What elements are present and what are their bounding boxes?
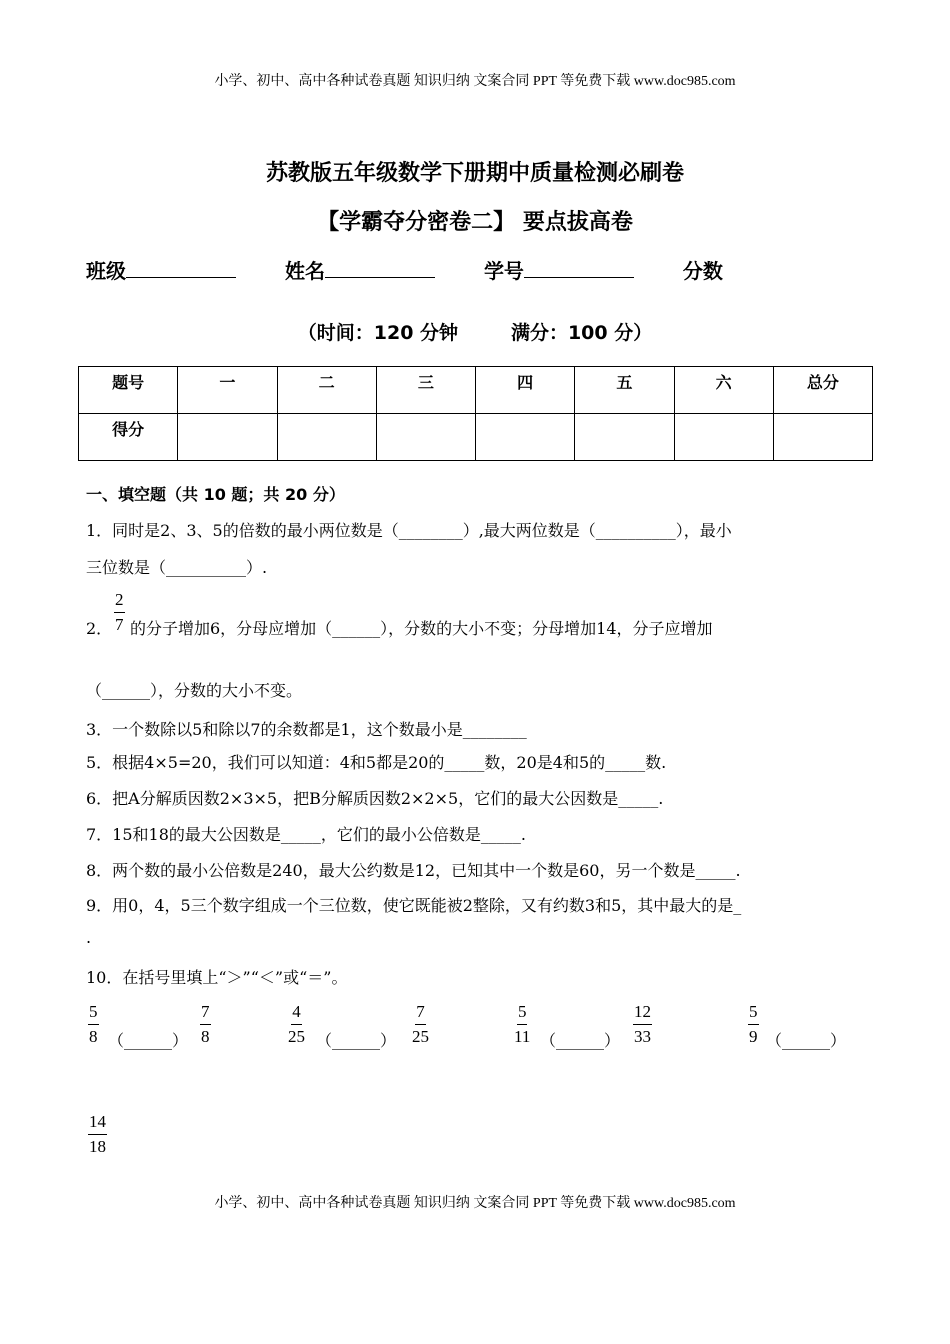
id-field[interactable]	[524, 259, 634, 278]
numerator: 7	[200, 1002, 211, 1025]
question-1: 1．同时是2、3、5的倍数的最小两位数是（________）,最大两位数是（__________），最小	[86, 521, 732, 540]
table-header-row	[79, 367, 873, 414]
numerator: 4	[291, 1002, 302, 1025]
question-9: 9．用0，4，5三个数字组成一个三位数，使它既能被2整除，又有约数3和5，其中最大的是_	[86, 896, 742, 915]
fraction	[633, 1002, 652, 1047]
score-cell[interactable]	[773, 414, 872, 461]
fraction	[748, 1002, 759, 1047]
header-cell: 二	[277, 367, 376, 414]
header-cell: 四	[476, 367, 575, 414]
header-cell: 一	[178, 367, 277, 414]
section-heading: 一、填空题（共 10 题；共 20 分）	[86, 485, 345, 504]
numerator: 2	[114, 590, 125, 613]
compare-blank[interactable]: （______）	[316, 1031, 397, 1050]
question-10: 10．在括号里填上“＞”“＜”或“＝”。	[86, 968, 348, 987]
numerator: 14	[88, 1112, 107, 1135]
header-cell: 三	[376, 367, 475, 414]
numerator: 7	[415, 1002, 426, 1025]
score-cell[interactable]	[476, 414, 575, 461]
denominator: 18	[89, 1137, 106, 1156]
numerator: 12	[633, 1002, 652, 1025]
footer-banner: 小学、初中、高中各种试卷真题 知识归纳 文案合同 PPT 等免费下载 www.doc985.com	[214, 1196, 736, 1211]
denominator: 25	[412, 1027, 429, 1046]
header-cell: 题号	[79, 367, 178, 414]
question-1-cont: 三位数是（__________）.	[86, 558, 268, 577]
name-field[interactable]	[325, 259, 435, 278]
denominator: 11	[514, 1027, 531, 1046]
denominator: 8	[201, 1027, 210, 1046]
class-field[interactable]	[126, 259, 236, 278]
question-6: 6．把A分解质因数2×3×5，把B分解质因数2×2×5，它们的最大公因数是_____.	[86, 789, 664, 808]
table-row	[79, 414, 873, 461]
fraction	[114, 590, 125, 635]
student-info	[86, 255, 765, 284]
score-cell[interactable]	[277, 414, 376, 461]
score-cell[interactable]	[178, 414, 277, 461]
question-2-number: 2．	[86, 619, 113, 638]
numerator: 5	[748, 1002, 759, 1025]
name-label: 姓名	[284, 259, 325, 283]
header-cell: 六	[674, 367, 773, 414]
row-label: 得分	[79, 414, 178, 461]
header-banner: 小学、初中、高中各种试卷真题 知识归纳 文案合同 PPT 等免费下载 www.doc985.com	[214, 74, 736, 89]
score-label: 分数	[682, 259, 723, 283]
compare-blank[interactable]: （______）	[540, 1031, 621, 1050]
score-cell[interactable]	[575, 414, 674, 461]
score-table	[78, 366, 873, 461]
exam-title: 苏教版五年级数学下册期中质量检测必刷卷	[265, 161, 684, 186]
fraction	[88, 1002, 99, 1047]
fraction	[288, 1002, 305, 1047]
header-cell: 五	[575, 367, 674, 414]
compare-blank[interactable]: （______）	[766, 1031, 847, 1050]
question-8: 8．两个数的最小公倍数是240，最大公约数是12，已知其中一个数是60，另一个数是_____.	[86, 861, 741, 880]
question-7: 7．15和18的最大公因数是_____，它们的最小公倍数是_____.	[86, 825, 526, 844]
question-2-cont: （______），分数的大小不变。	[86, 681, 303, 700]
numerator: 5	[88, 1002, 99, 1025]
time-info: （时间：120 分钟 满分：100 分）	[297, 322, 653, 344]
question-9-cont: .	[86, 928, 92, 947]
denominator: 9	[749, 1027, 758, 1046]
denominator: 8	[89, 1027, 98, 1046]
class-label: 班级	[86, 259, 126, 283]
question-2: 的分子增加6，分母应增加（______），分数的大小不变；分母增加14，分子应增加	[130, 619, 713, 638]
exam-subtitle: 【学霸夺分密卷二】 要点拔高卷	[317, 210, 633, 235]
denominator: 25	[288, 1027, 305, 1046]
denominator: 33	[634, 1027, 651, 1046]
fraction	[88, 1112, 107, 1157]
header-cell: 总分	[773, 367, 872, 414]
question-3: 3．一个数除以5和除以7的余数都是1，这个数最小是________	[86, 720, 527, 739]
fraction	[514, 1002, 530, 1047]
score-cell[interactable]	[376, 414, 475, 461]
fraction	[412, 1002, 429, 1047]
denominator: 7	[115, 615, 124, 634]
score-cell[interactable]	[674, 414, 773, 461]
fraction	[200, 1002, 211, 1047]
compare-blank[interactable]: （______）	[108, 1031, 189, 1050]
question-5: 5．根据4×5=20，我们可以知道：4和5都是20的_____数，20是4和5的_____数.	[86, 753, 667, 772]
numerator: 5	[517, 1002, 528, 1025]
id-label: 学号	[483, 259, 524, 283]
